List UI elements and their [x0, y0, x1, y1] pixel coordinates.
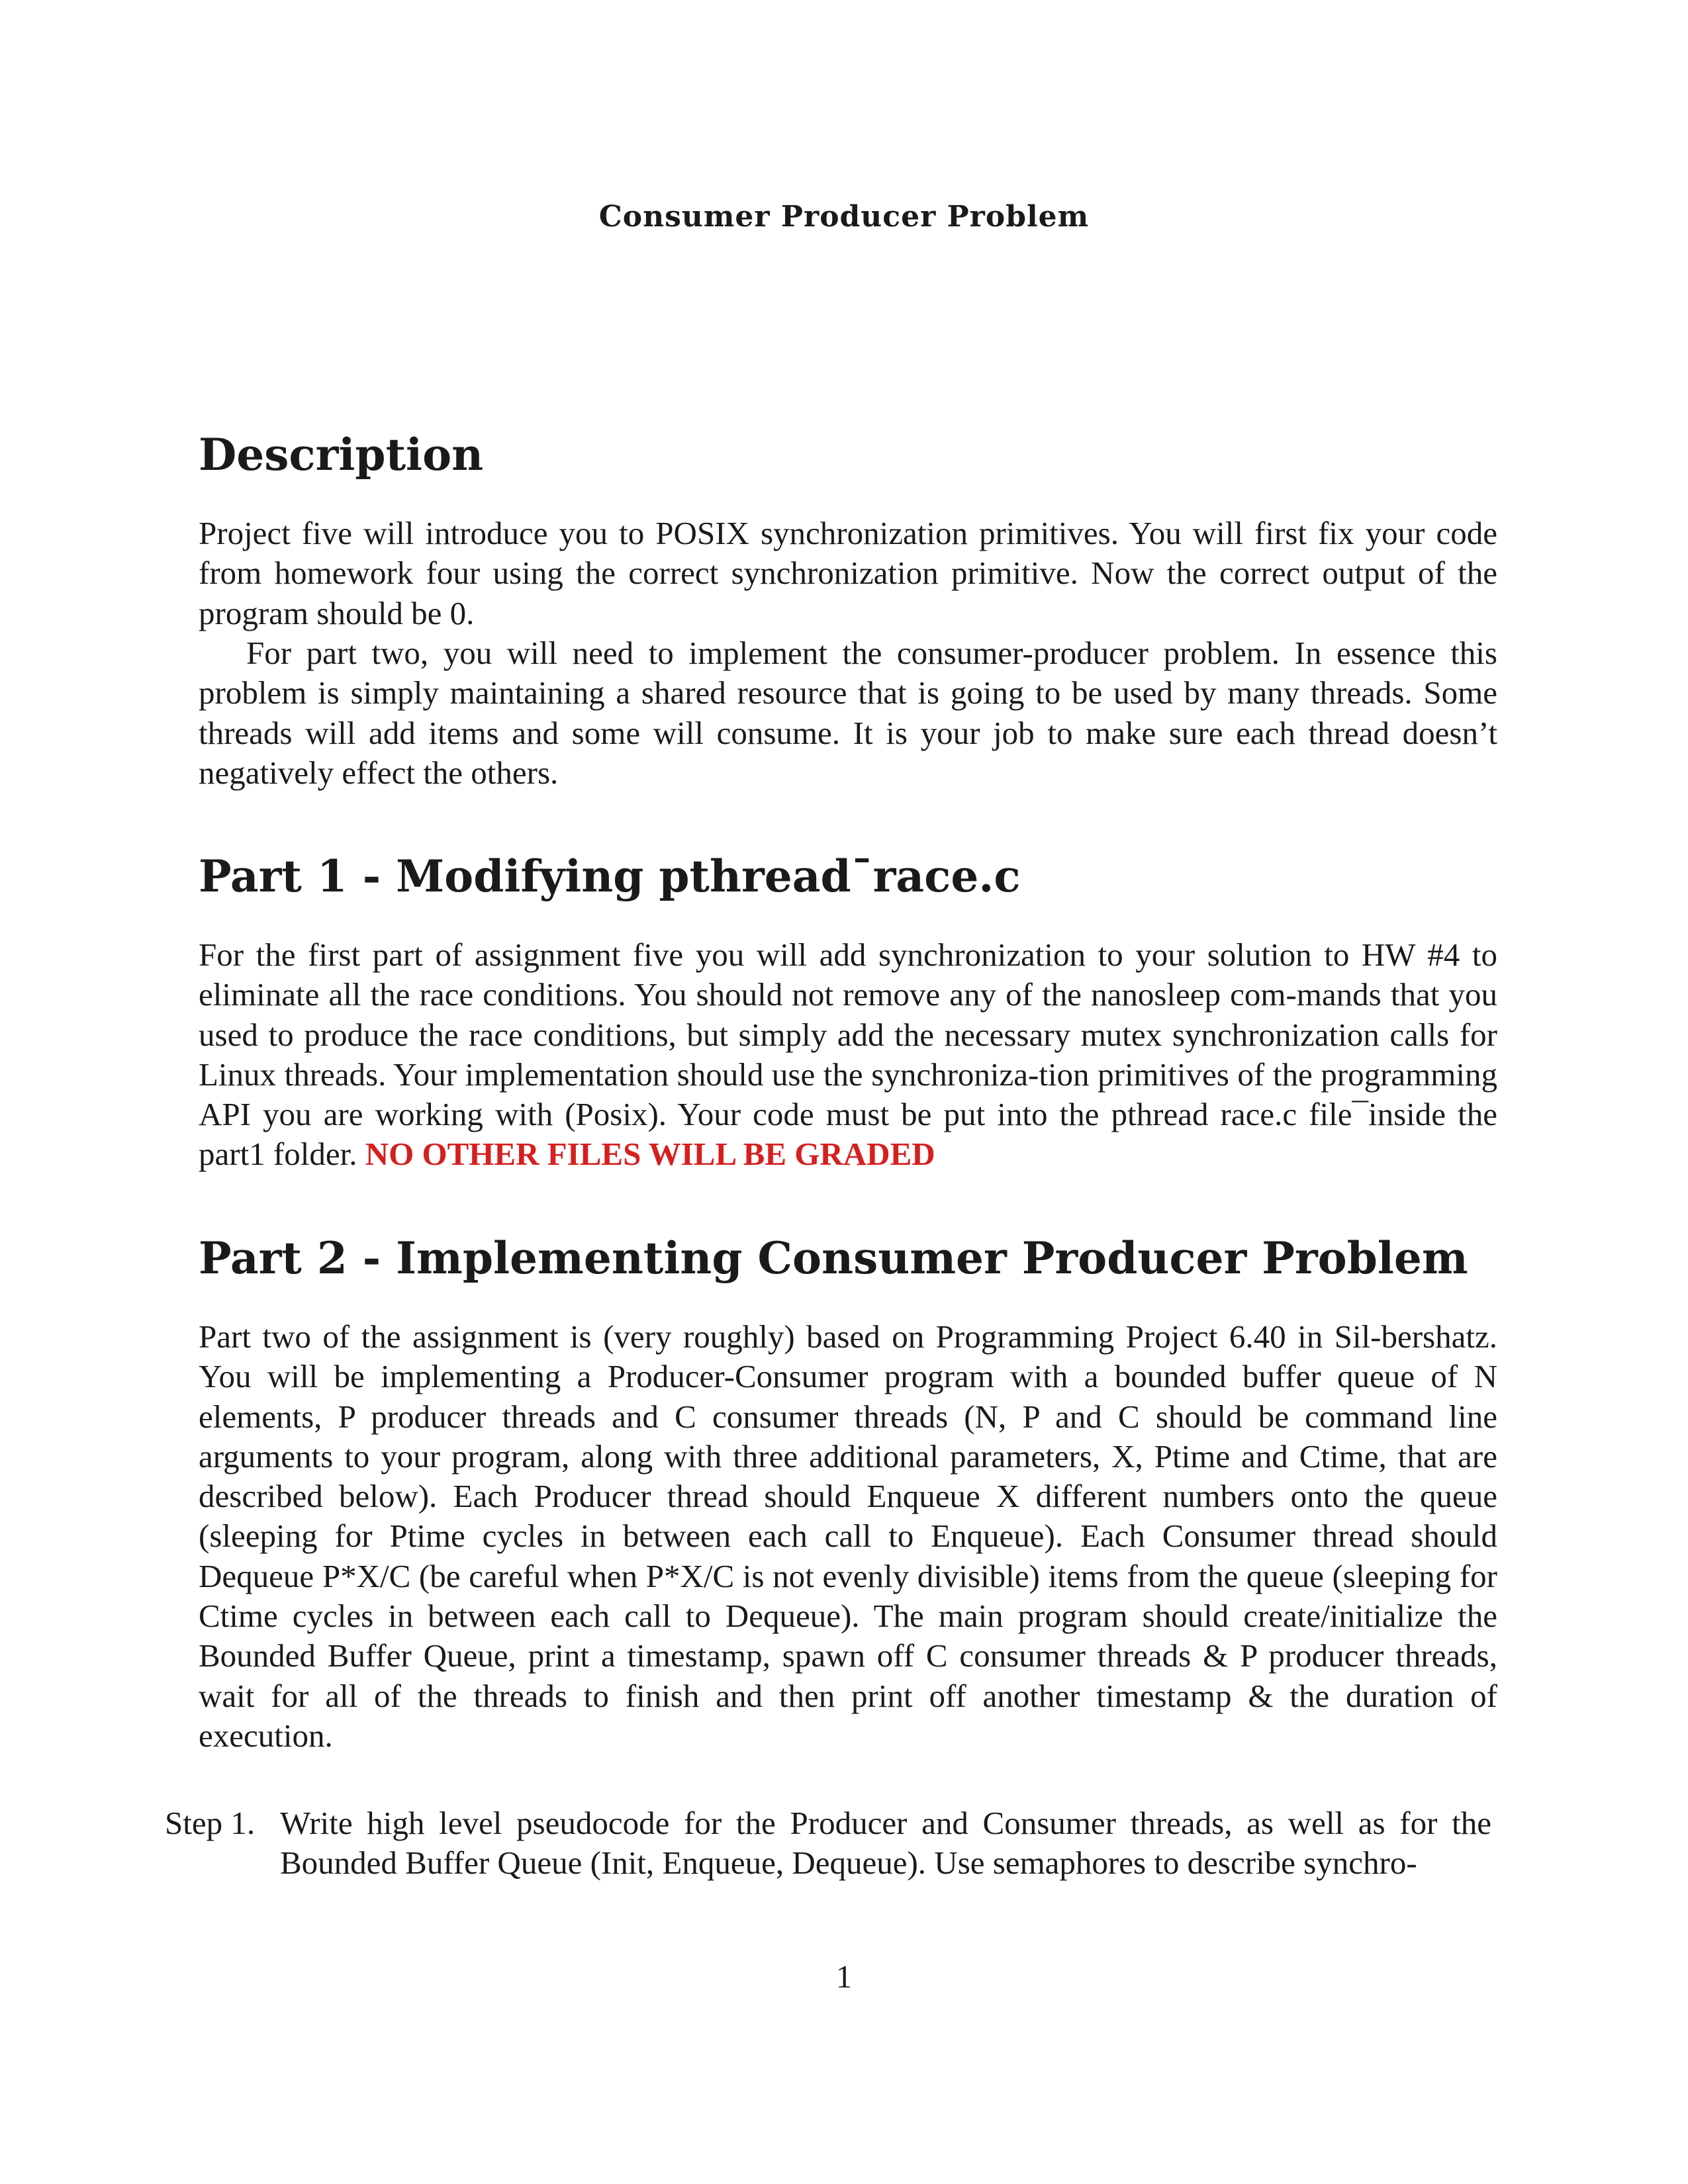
graded-warning: NO OTHER FILES WILL BE GRADED: [365, 1136, 935, 1173]
part1-heading: Part 1 - Modifying pthread¯race.c: [199, 850, 1021, 902]
part2-heading: Part 2 - Implementing Consumer Producer Problem: [199, 1232, 1468, 1284]
step-1-label: Step 1.: [165, 1805, 256, 1841]
description-paragraph-1: Project five will introduce you to POSIX synchronization primitives. You will first fix your code from homework four using the correct synchronization primitive. Now the correct output of the program should be 0.: [199, 515, 1497, 631]
part2-paragraph: Part two of the assignment is (very roughly) based on Programming Project 6.40 in Sil-bershatz. You will be implementing a Producer-Consumer program with a bounded buffer queue of N elements, P producer threads and C consumer threads (N, P and C should be command line arguments to your program, along with three additional parameters, X, Ptime and Ctime, that are described below). Each Producer thread should Enqueue X different numbers onto the queue (sleeping for Ptime cycles in between each call to Enqueue). Each Consumer thread should Dequeue P*X/C (be careful when P*X/C is not evenly divisible) items from the queue (sleeping for Ctime cycles in between each call to Dequeue). The main program should create/initialize the Bounded Buffer Queue, print a timestamp, spawn off C consumer threads & P producer threads, wait for all of the threads to finish and then print off another timestamp & the duration of execution.: [199, 1318, 1497, 1754]
part1-paragraph-text: For the first part of assignment five you will add synchronization to your solution to HW #4 to eliminate all the race conditions. You should not remove any of the nanosleep com-mands that you used to produce the race conditions, but simply add the necessary mutex synchronization calls for Linux threads. Your implementation should use the synchroniza-tion primitives of the programming API you are working with (Posix). Your code must be put into the pthread race.c file¯inside the part1 folder.: [199, 936, 1497, 1173]
part1-paragraph: [199, 935, 1497, 1175]
description-heading: Description: [199, 429, 484, 480]
description-paragraph-2: For part two, you will need to implement the consumer-producer problem. In essence this problem is simply maintaining a shared resource that is going to be used by many threads. Some threads will add items and some will consume. It is your job to make sure each thread doesn’t negatively effect the others.: [199, 635, 1497, 791]
step-1-text: Write high level pseudocode for the Producer and Consumer threads, as well as for the Bounded Buffer Queue (Init, Enqueue, Dequeue). Use semaphores to describe synchro-: [280, 1805, 1491, 1882]
document-title: Consumer Producer Problem: [598, 200, 1090, 234]
page-number: 1: [835, 1958, 853, 1995]
